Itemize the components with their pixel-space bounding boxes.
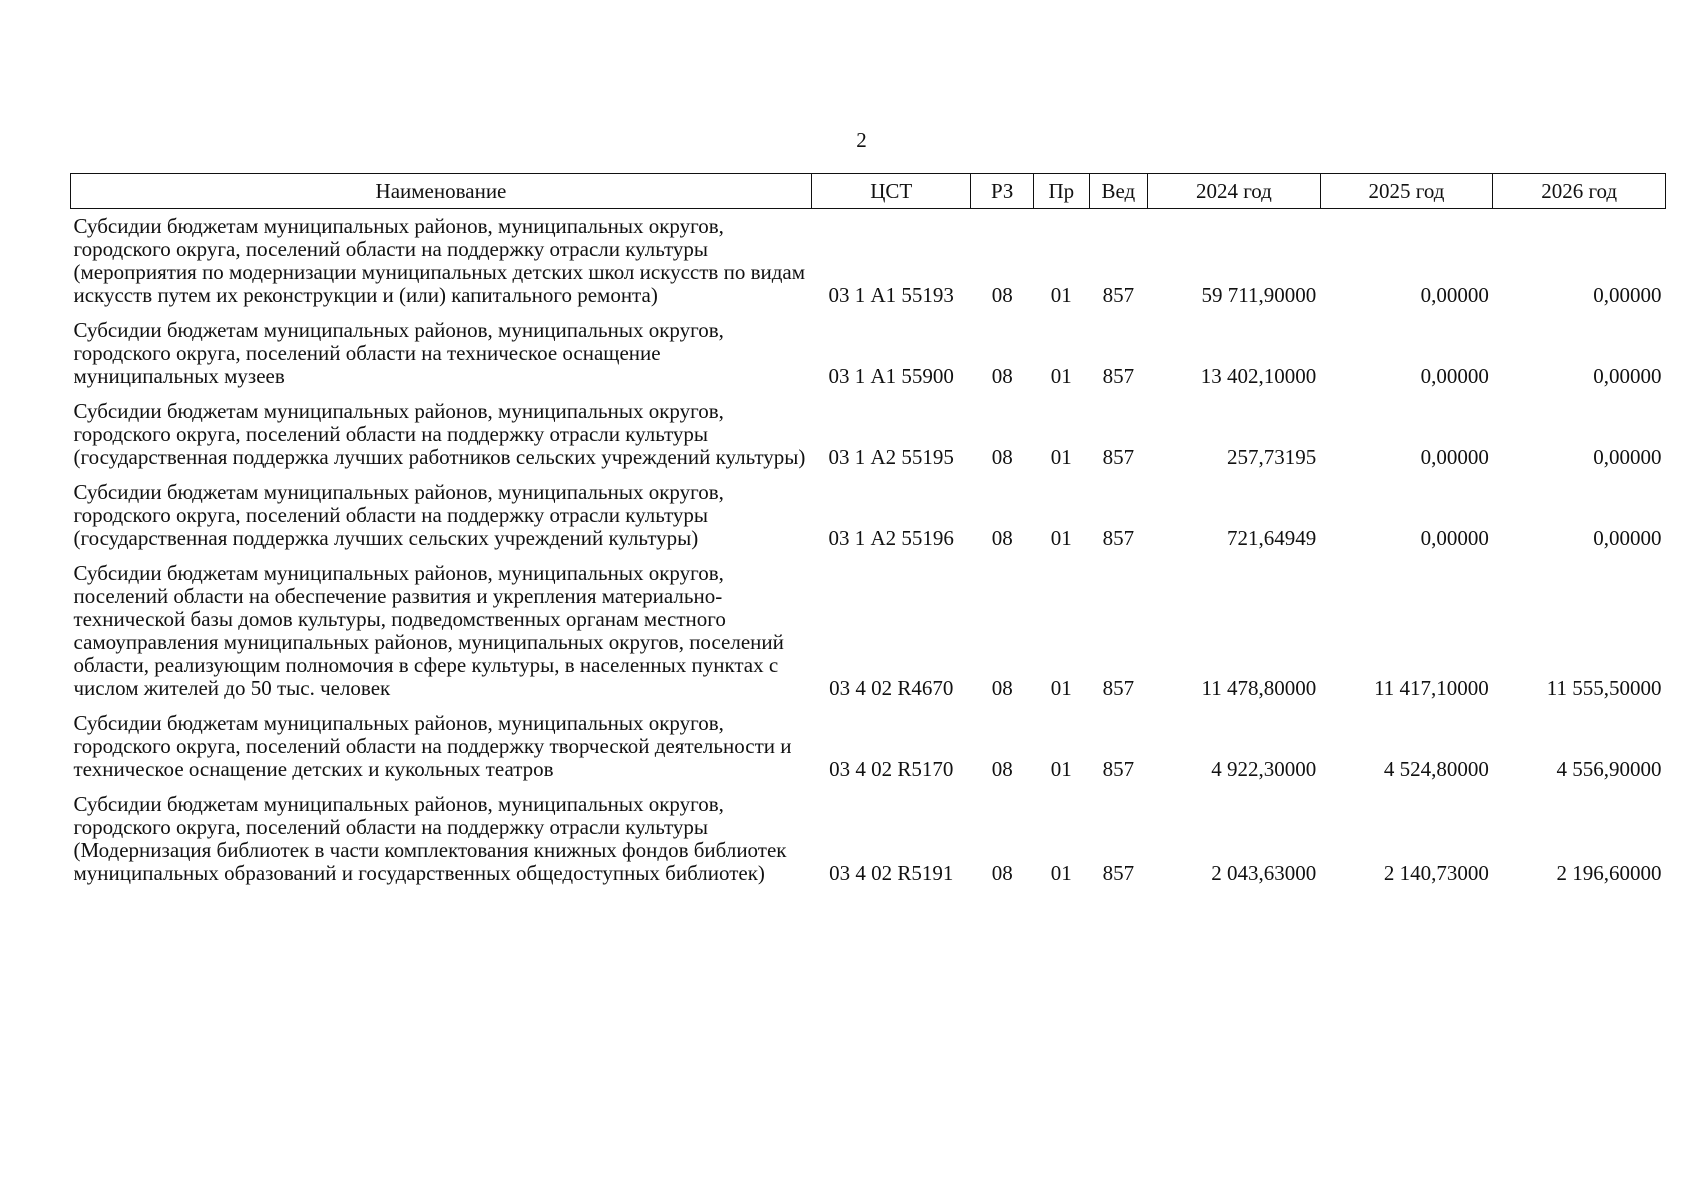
row-ved: 857 [1102,861,1135,885]
row-name: Субсидии бюджетам муниципальных районов, муниципальных округов, городского округа, поселений области на поддержку отрасли культуры (Модернизация библиотек в части комплектования книжных фондов библиотек муниципальных образований и государственных общедоступных библиотек) [73,792,787,885]
row-name: Субсидии бюджетам муниципальных районов, муниципальных округов, городского округа, поселений области на техническое оснащение муниципальных музеев [73,318,724,388]
header-2026: 2026 год [1493,174,1666,209]
row-ved: 857 [1102,676,1135,700]
row-rz: 08 [991,526,1013,550]
row-2026: 0,00000 [1593,526,1662,550]
header-cst: ЦСТ [811,174,971,209]
table-row [71,475,1666,556]
row-2024: 59 711,90000 [1201,283,1317,307]
row-2025: 2 140,73000 [1383,861,1489,885]
row-rz: 08 [991,861,1013,885]
row-pr: 01 [1050,526,1072,550]
row-rz: 08 [991,676,1013,700]
row-2024: 11 478,80000 [1201,676,1317,700]
row-2025: 0,00000 [1420,283,1489,307]
row-ved: 857 [1102,364,1135,388]
row-cst: 03 4 02 R5191 [829,861,954,885]
table-header-row [71,174,1666,209]
row-2026: 0,00000 [1593,364,1662,388]
row-pr: 01 [1050,757,1072,781]
row-name: Субсидии бюджетам муниципальных районов, муниципальных округов, городского округа, поселений области на поддержку отрасли культуры (государственная поддержка лучших работников сельских учреждений культуры) [73,399,806,469]
table-row [71,209,1666,314]
row-ved: 857 [1102,526,1135,550]
table-row [71,787,1666,891]
row-pr: 01 [1050,676,1072,700]
row-2024: 2 043,63000 [1211,861,1317,885]
row-name: Субсидии бюджетам муниципальных районов, муниципальных округов, поселений области на обеспечение развития и укрепления материально-технической базы домов культуры, подведомственных органам местного самоуправления муниципальных районов, муниципальных округов, поселений области, реализующим полномочия в сфере культуры, в населенных пунктах с числом жителей до 50 тыс. человек [73,561,784,700]
row-pr: 01 [1050,861,1072,885]
row-2026: 0,00000 [1593,445,1662,469]
row-2025: 11 417,10000 [1374,676,1489,700]
header-name: Наименование [71,174,812,209]
header-2025: 2025 год [1320,174,1493,209]
header-rz: РЗ [971,174,1034,209]
row-2026: 2 196,60000 [1556,861,1662,885]
row-cst: 03 1 А1 55193 [828,283,954,307]
row-2026: 4 556,90000 [1556,757,1662,781]
table-row [71,313,1666,394]
table-row [71,706,1666,787]
row-rz: 08 [991,364,1013,388]
row-2025: 4 524,80000 [1383,757,1489,781]
row-ved: 857 [1102,283,1135,307]
row-cst: 03 4 02 R4670 [829,676,954,700]
row-cst: 03 1 А1 55900 [828,364,954,388]
row-pr: 01 [1050,364,1072,388]
row-pr: 01 [1050,445,1072,469]
row-cst: 03 1 А2 55196 [828,526,954,550]
row-name: Субсидии бюджетам муниципальных районов, муниципальных округов, городского округа, поселений области на поддержку отрасли культуры (мероприятия по модернизации муниципальных детских школ искусств по видам искусств путем их реконструкции и (или) капитального ремонта) [73,214,806,307]
row-2025: 0,00000 [1420,364,1489,388]
row-name: Субсидии бюджетам муниципальных районов, муниципальных округов, городского округа, поселений области на поддержку творческой деятельности и техническое оснащение детских и кукольных театров [73,711,792,781]
budget-table [70,173,1666,891]
row-cst: 03 4 02 R5170 [829,757,954,781]
row-pr: 01 [1050,283,1072,307]
row-2024: 13 402,10000 [1200,364,1317,388]
row-rz: 08 [991,283,1013,307]
row-ved: 857 [1102,445,1135,469]
row-2024: 721,64949 [1226,526,1317,550]
row-rz: 08 [991,445,1013,469]
row-2026: 0,00000 [1593,283,1662,307]
row-rz: 08 [991,757,1013,781]
row-name: Субсидии бюджетам муниципальных районов, муниципальных округов, городского округа, поселений области на поддержку отрасли культуры (государственная поддержка лучших сельских учреждений культуры) [73,480,724,550]
page-number: 2 [856,128,867,152]
row-cst: 03 1 А2 55195 [828,445,954,469]
row-2024: 4 922,30000 [1211,757,1317,781]
row-2025: 0,00000 [1420,445,1489,469]
header-2024: 2024 год [1148,174,1321,209]
row-2024: 257,73195 [1226,445,1317,469]
header-pr: Пр [1034,174,1090,209]
row-2025: 0,00000 [1420,526,1489,550]
table-row [71,556,1666,706]
header-ved: Вед [1089,174,1148,209]
row-2026: 11 555,50000 [1546,676,1662,700]
table-row [71,394,1666,475]
row-ved: 857 [1102,757,1135,781]
